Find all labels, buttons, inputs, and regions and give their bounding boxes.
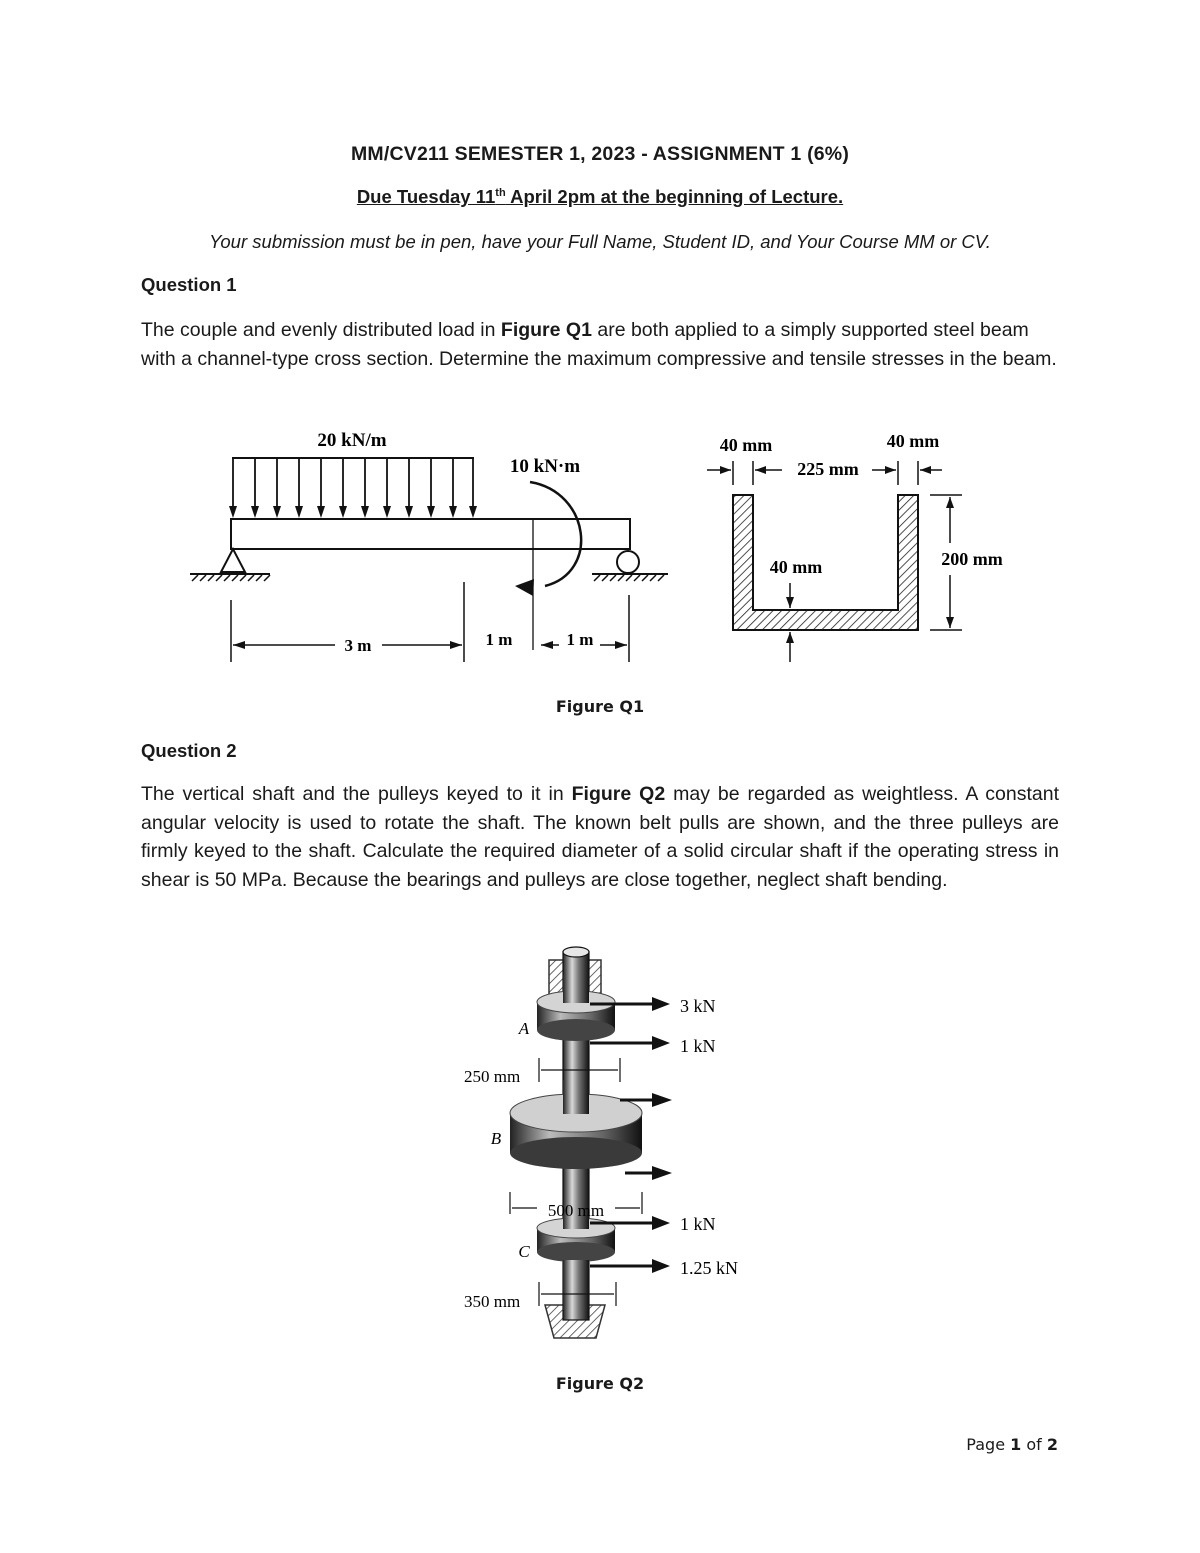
height-label: 200 mm: [941, 549, 1003, 569]
figure-q2: [0, 930, 1200, 1370]
force-c-top-label: 1 kN: [680, 1214, 716, 1234]
distributed-load: [229, 458, 477, 518]
flange-left-label: 40 mm: [719, 435, 773, 455]
page-of: of: [1021, 1435, 1047, 1454]
channel-cross-section: [733, 495, 918, 630]
span-dimension-lines: [231, 582, 629, 662]
beam: [231, 519, 630, 549]
q1-figure-ref: Figure Q1: [500, 319, 592, 341]
q2-figure-ref: Figure Q2: [571, 783, 666, 805]
flange-right-label: 40 mm: [886, 431, 940, 451]
force-a-top-label: 3 kN: [680, 996, 716, 1016]
question-2-heading: Question 2: [141, 740, 237, 761]
q1-text-part: are both applied to a simply supported steel beam with a channel-type cross section. Determine the maximum compressive and tensile stresses in the beam.: [141, 319, 1057, 370]
pulley-b-label: B: [490, 1129, 502, 1148]
figure-q1: [0, 0, 1200, 700]
q1-text-part: The couple and evenly distributed load in: [141, 319, 501, 341]
page-number: [966, 1435, 1058, 1454]
span-right-label: 1 m: [566, 630, 594, 649]
q2-text-part: may be regarded as weightless. A constant angular velocity is used to rotate the shaft. The known belt pulls are shown, and the three pulleys are firmly keyed to the shaft. Calculate the required diameter of a solid circular shaft if the operating stress in shear is 50 MPa. Because the bearings and pulleys are close together, neglect shaft bending.: [141, 783, 1059, 891]
pulley-a-diameter-label: 250 mm: [464, 1067, 521, 1086]
question-2-text: [141, 780, 1059, 894]
page-label: Page: [966, 1435, 1011, 1454]
pulley-c-label: C: [518, 1242, 530, 1261]
pin-support: [190, 549, 270, 581]
force-a-bottom-label: 1 kN: [680, 1036, 716, 1056]
roller-support: [592, 551, 668, 581]
question-1-heading: Question 1: [141, 274, 237, 295]
due-date-rest: April 2pm at the beginning of Lecture.: [505, 186, 844, 207]
pulley-a-label: A: [518, 1019, 530, 1038]
inner-width-label: 225 mm: [797, 459, 859, 479]
q2-text-part: The vertical shaft and the pulleys keyed to it in: [141, 783, 572, 805]
figure-q2-caption: Figure Q2: [555, 1374, 645, 1393]
pulley-b-diameter-label: 500 mm: [547, 1201, 605, 1220]
pulley-c-diameter-label: 350 mm: [464, 1292, 521, 1311]
figure-q1-caption: Figure Q1: [555, 697, 645, 716]
submission-instructions: Your submission must be in pen, have your Full Name, Student ID, and Your Course MM or CV.: [209, 231, 991, 252]
due-date-text: Due Tuesday 11: [356, 186, 496, 207]
web-thickness-label: 40 mm: [769, 557, 823, 577]
span-left-label: 3 m: [344, 636, 372, 655]
force-c-bottom-label: 1.25 kN: [680, 1258, 738, 1278]
span-mid-label: 1 m: [485, 630, 513, 649]
page-current: 1: [1010, 1435, 1022, 1454]
due-date-suffix: th: [495, 186, 506, 199]
distributed-load-label: 20 kN/m: [317, 430, 387, 451]
page-total: 2: [1046, 1435, 1058, 1454]
document-title: MM/CV211 SEMESTER 1, 2023 - ASSIGNMENT 1 (6%): [350, 143, 850, 165]
couple-moment: [515, 482, 581, 650]
pulley-b: [510, 1080, 642, 1169]
couple-label: 10 kN·m: [509, 456, 581, 477]
